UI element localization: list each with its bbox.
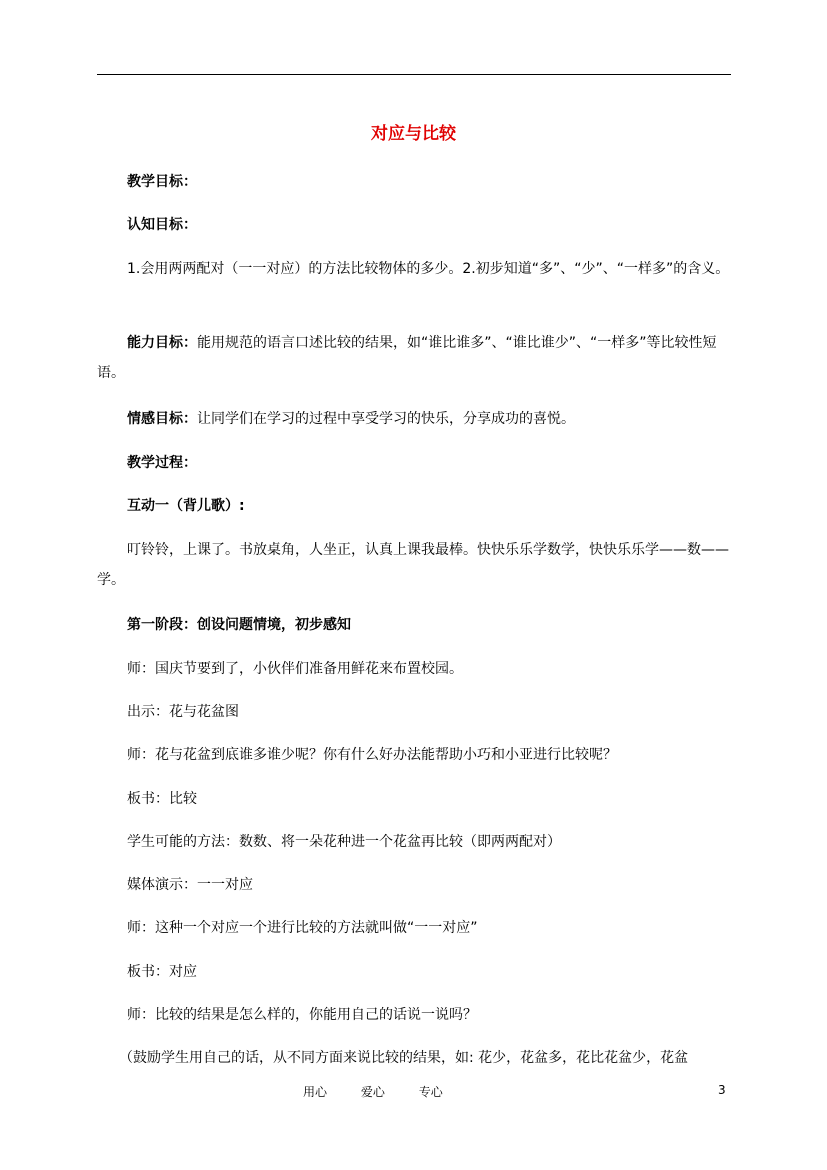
cognitive-goal-heading: 认知目标：: [127, 217, 197, 233]
ability-goal-label: 能力目标：: [127, 335, 197, 351]
footer-motto: 用心: [303, 1085, 328, 1099]
footer-motto: 爱心: [360, 1085, 385, 1099]
footer-mottos: [303, 1083, 473, 1100]
emotion-goal-text: 让同学们在学习的过程中享受学习的快乐，分享成功的喜悦。: [197, 411, 575, 427]
ability-goal-text: 能用规范的语言口述比较的结果，如“谁比谁多”、“谁比谁少”、“一样多”等比较性短语。: [97, 335, 717, 381]
text-line: 板书：比较: [127, 791, 197, 807]
emotion-goal-paragraph: [97, 404, 731, 434]
process-heading: 教学过程：: [127, 455, 197, 471]
rhyme-text: 叮铃铃，上课了。书放桌角，人坐正，认真上课我最棒。快快乐乐学数学，快快乐乐学——数——学。: [97, 542, 729, 588]
page-number: 3: [718, 1083, 726, 1097]
text-line: 师：这种一个对应一个进行比较的方法就叫做“一一对应”: [127, 920, 478, 936]
emotion-goal-label: 情感目标：: [127, 411, 197, 427]
header-rule: [97, 74, 731, 75]
text-line: 板书：对应: [127, 964, 197, 980]
document-title: 对应与比较: [371, 124, 456, 144]
footer-motto: 专心: [418, 1085, 443, 1099]
text-line: 媒体演示：一一对应: [127, 877, 253, 893]
text-line: 师：花与花盆到底谁多谁少呢？你有什么好办法能帮助小巧和小亚进行比较呢？: [127, 747, 617, 763]
text-line: 师：国庆节要到了，小伙伴们准备用鲜花来布置校园。: [127, 661, 463, 677]
text-line: （鼓励学生用自己的话，从不同方面来说比较的结果，如: 花少，花盆多，花比花盆少，花盆: [119, 1050, 689, 1066]
cognitive-goal-text: 1.会用两两配对（一一对应）的方法比较物体的多少。2.初步知道“多”、“少”、“一样多”的含义。: [127, 261, 730, 277]
text-line: 学生可能的方法：数数、将一朵花种进一个花盆再比较（即两两配对）: [127, 834, 561, 850]
ability-goal-paragraph: [97, 328, 731, 388]
text-line: 出示：花与花盆图: [127, 704, 239, 720]
teaching-goal-heading: 教学目标：: [127, 174, 197, 190]
interaction-heading: 互动一（背儿歌）:: [127, 498, 245, 514]
stage1-heading: 第一阶段：创设问题情境，初步感知: [127, 617, 351, 633]
text-line: 师：比较的结果是怎么样的，你能用自己的话说一说吗？: [127, 1007, 477, 1023]
